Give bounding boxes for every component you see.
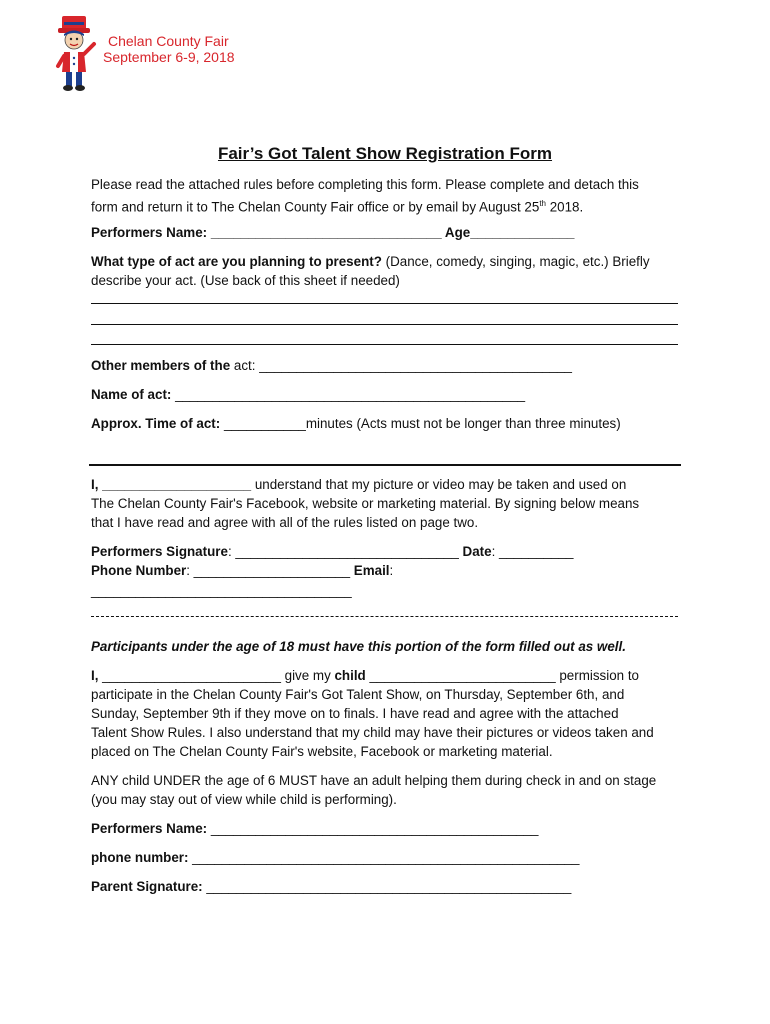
signature-field[interactable]: ______________________________ <box>235 544 463 559</box>
consent-line-3: that I have read and agree with all of the rules listed on page two. <box>91 515 479 530</box>
intro-text-b: form and return it to The Chelan County Fair office or by email by August 25 <box>91 199 540 215</box>
time-of-act-row[interactable] <box>91 414 621 433</box>
consent-name-field[interactable]: ____________________ <box>98 477 252 492</box>
intro-text-c: 2018. <box>546 199 584 215</box>
name-of-act-field[interactable]: _______________________________________________ <box>171 387 526 402</box>
act-type-line-1 <box>91 252 650 271</box>
minor-performers-name-row[interactable] <box>91 819 539 838</box>
mascot-icon <box>50 14 98 94</box>
signature-colon: : <box>227 544 236 559</box>
time-note: minutes (Acts must not be longer than three minutes) <box>305 416 621 431</box>
act-description-line-1[interactable] <box>91 303 678 304</box>
phone-label: Phone Number <box>91 563 187 578</box>
date-field[interactable]: : __________ <box>491 544 574 559</box>
fair-dates: September 6-9, 2018 <box>103 49 235 65</box>
minor-performers-name-label: Performers Name: <box>91 821 208 836</box>
minor-performers-name-field[interactable]: ____________________________________________ <box>207 821 539 836</box>
act-type-hint: (Dance, comedy, singing, magic, etc.) Briefly <box>381 254 650 269</box>
intro-text-a: Please read the attached rules before completing this form. Please complete and detach this <box>91 177 639 192</box>
minor-phone-field[interactable]: ____________________________________________________ <box>188 850 580 865</box>
parent-signature-row[interactable] <box>91 877 571 896</box>
minor-permission-line-5: placed on The Chelan County Fair's website, Facebook or marketing material. <box>91 744 553 759</box>
section-divider <box>89 464 681 466</box>
fair-name: Chelan County Fair <box>108 33 229 49</box>
email-colon: : <box>389 563 394 578</box>
act-type-line-2: describe your act. (Use back of this sheet if needed) <box>91 273 400 288</box>
date-label: Date <box>462 544 492 559</box>
performers-name-label: Performers Name: <box>91 225 208 240</box>
minor-permission-line-1[interactable] <box>91 666 639 685</box>
act-description-line-2[interactable] <box>91 324 678 325</box>
time-field[interactable]: ___________ <box>220 416 306 431</box>
act-description-line-3[interactable] <box>91 344 678 345</box>
minor-permission-line-4: Talent Show Rules. I also understand that my child may have their pictures or videos taken and <box>91 725 654 740</box>
other-members-label-2: act: <box>230 358 260 373</box>
performers-name-row[interactable] <box>91 223 575 242</box>
parent-signature-label: Parent Signature: <box>91 879 203 894</box>
minor-phone-row[interactable] <box>91 848 579 867</box>
age-field[interactable]: ______________ <box>470 225 575 240</box>
other-members-label: Other members of the <box>91 358 231 373</box>
consent-text-1: understand that my picture or video may be taken and used on <box>251 477 627 492</box>
consent-i: I, <box>91 477 99 492</box>
intro-sup: th <box>539 199 546 208</box>
child-label: child <box>334 668 366 683</box>
minor-section-heading: Participants under the age of 18 must have this portion of the form filled out as well. <box>91 639 626 654</box>
intro-line-2 <box>91 194 583 216</box>
form-title: Fair’s Got Talent Show Registration Form <box>217 144 553 163</box>
adult-rule-line-1: ANY child UNDER the age of 6 MUST have an adult helping them during check in and on stage <box>91 773 657 788</box>
phone-email-row[interactable] <box>91 561 393 580</box>
adult-rule-line-2: (you may stay out of view while child is performing). <box>91 792 397 807</box>
other-members-field[interactable]: __________________________________________ <box>259 358 572 373</box>
intro-line-1 <box>91 175 639 194</box>
other-members-row[interactable] <box>91 356 572 375</box>
act-type-question: What type of act are you planning to present? <box>91 254 382 269</box>
minor-phone-label: phone number: <box>91 850 189 865</box>
minor-permission-line-2: participate in the Chelan County Fair's Got Talent Show, on Thursday, September 6th, and <box>91 687 625 702</box>
minor-permission-line-3: Sunday, September 9th if they move on to finals. I have read and agree with the attached <box>91 706 619 721</box>
consent-line-1[interactable] <box>91 475 626 494</box>
consent-line-2: The Chelan County Fair's Facebook, website or marketing material. By signing below means <box>91 496 640 511</box>
signature-row[interactable] <box>91 542 573 561</box>
parent-signature-field[interactable]: _________________________________________________ <box>202 879 572 894</box>
name-of-act-label: Name of act: <box>91 387 172 402</box>
parent-name-field[interactable]: ________________________ give my <box>98 668 335 683</box>
signature-label: Performers Signature <box>91 544 228 559</box>
time-label: Approx. Time of act: <box>91 416 221 431</box>
email-label: Email <box>353 563 390 578</box>
name-of-act-row[interactable] <box>91 385 525 404</box>
email-field[interactable]: ___________________________________ <box>91 583 352 598</box>
age-label: Age <box>444 225 471 240</box>
phone-field[interactable]: : _____________________ <box>186 563 354 578</box>
detach-line <box>91 616 678 617</box>
minor-i-label: I, <box>91 668 99 683</box>
fair-logo <box>50 14 98 94</box>
child-name-field[interactable]: _________________________ permission to <box>365 668 639 683</box>
performers-name-field[interactable]: _______________________________ <box>207 225 445 240</box>
